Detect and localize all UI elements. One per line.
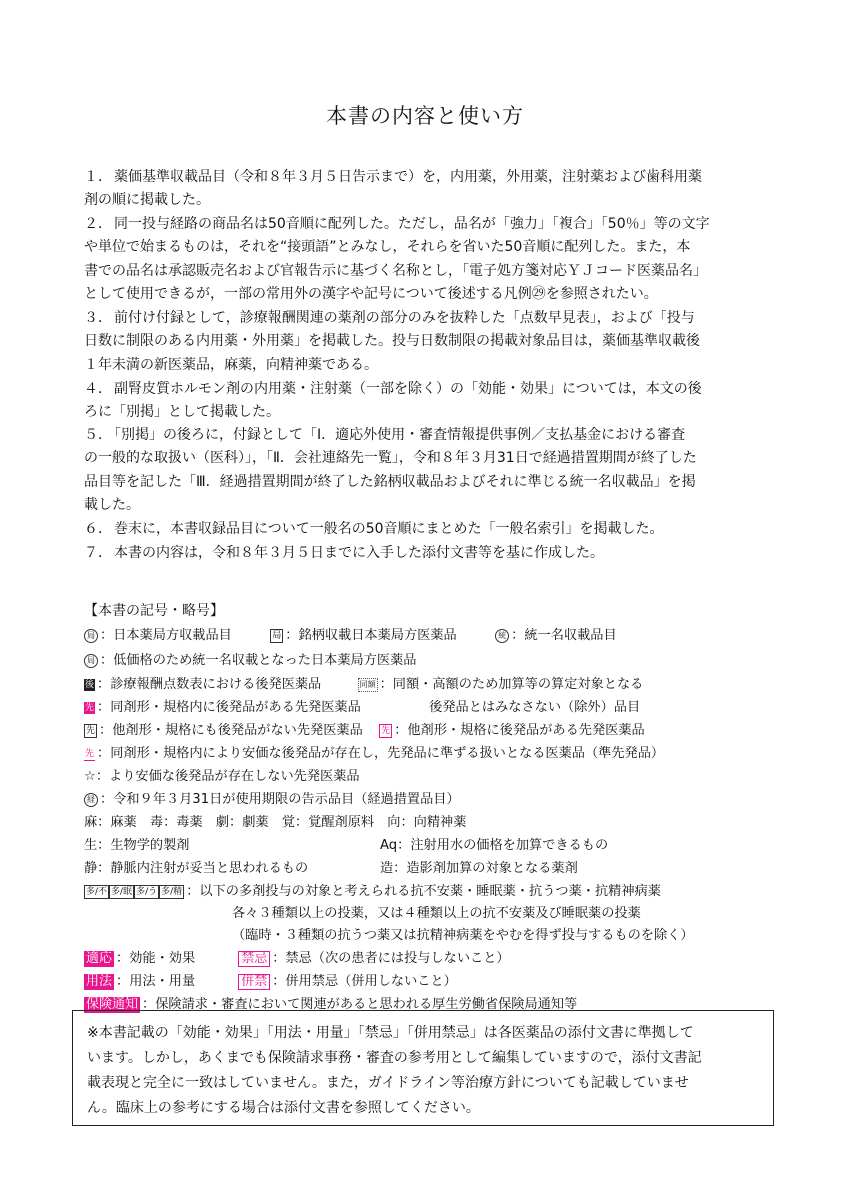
legend-text: 生：生物学的製剤 xyxy=(84,838,190,853)
paragraph-number: ２． xyxy=(84,216,112,232)
paragraph-line: 前付け付録として，診療報酬関連の薬剤の部分のみを抜粋した「点数早見表」，および「投与 xyxy=(114,310,695,326)
paragraph-number: ３． xyxy=(84,310,112,326)
disclaimer-box xyxy=(72,1010,774,1126)
legend-row xyxy=(84,698,640,718)
brand-jp-icon: 局 xyxy=(272,631,282,641)
paragraph-1 xyxy=(84,166,774,213)
multi-antidepressant-icon: 多/う xyxy=(136,887,158,897)
legend-text: 静：静脈内注射が妥当と思われるもの xyxy=(84,861,309,876)
disclaimer-line: います。しかし，あくまでも保険請求事務・審査の参考用として編集していますので，添付文書記 xyxy=(87,1050,702,1066)
legend-row xyxy=(232,904,641,924)
disclaimer-line: ん。臨床上の参考にする場合は添付文書を参照してください。 xyxy=(87,1100,480,1116)
paragraph-number: １． xyxy=(84,169,112,185)
multi-antipsychotic-icon: 多/精 xyxy=(161,887,183,897)
paragraph-line: 本書の内容は，令和８年３月５日までに入手した添付文書等を基に作成した。 xyxy=(114,545,604,561)
paragraph-number: ５． xyxy=(84,427,112,443)
paragraph-line: 書での品名は承認販売名および官報告示に基づく名称とし，「電子処方箋対応ＹＪコード医薬品名」 xyxy=(84,262,707,279)
unified-name-icon: 統 xyxy=(495,629,509,643)
legend-text: ：診療報酬点数表における後発医薬品 xyxy=(97,677,322,692)
paragraph-line: として使用できるが，一部の常用外の漢字や記号について後述する凡例㉙を参照されたい。 xyxy=(84,285,658,302)
legend-text: ：同剤形・規格内に後発品がある先発医薬品 xyxy=(97,700,361,715)
disclaimer-line: ※本書記載の「効能・効果」「用法・用量」「禁忌」「併用禁忌」は各医薬品の添付文書に準拠して xyxy=(87,1025,694,1041)
paragraph-line: 巻末に，本書収録品目について一般名の50音順にまとめた「一般名索引」を掲載した。 xyxy=(114,521,664,537)
legend-text: ：禁忌（次の患者には投与しないこと） xyxy=(272,951,510,966)
legend-row xyxy=(84,767,360,787)
insurance-notice-tag: 保険通知 xyxy=(86,997,139,1012)
indication-tag: 適応 xyxy=(86,951,113,966)
legend-text: ：保険請求・審査において関連があると思われる厚生労働省保険局通知等 xyxy=(142,997,578,1012)
brand-other-form-generic-icon: 先 xyxy=(381,726,391,736)
legend-row xyxy=(84,675,643,695)
legend-text: （臨時・３種類の抗うつ薬又は抗精神病薬をやむを得ず投与するものを除く） xyxy=(232,928,694,943)
jp-listed-icon: 局 xyxy=(84,629,98,643)
multi-hypnotic-icon: 多/眠 xyxy=(111,887,133,897)
legend-row xyxy=(84,744,664,764)
legend-text: 造：造影剤加算の対象となる薬剤 xyxy=(380,861,578,876)
paragraph-number: ６． xyxy=(84,521,112,537)
paragraph-line: の一般的な取扱い（医科）」，「Ⅱ．会社連絡先一覧」，令和８年３月31日で経過措置期間が終了した xyxy=(84,450,697,467)
legend-row xyxy=(84,651,417,671)
paragraph-line: 薬価基準収載品目（令和８年３月５日告示まで）を，内用薬，外用薬，注射薬および歯科用薬 xyxy=(114,169,702,185)
legend-text: ：他剤形・規格にも後発品がない先発医薬品 xyxy=(99,723,363,738)
low-price-jp-icon: 局 xyxy=(84,654,98,668)
legend-text: ：日本薬局方収載品目 xyxy=(100,628,232,643)
legend-text: ☆：より安価な後発品が存在しない先発医薬品 xyxy=(84,769,360,784)
legend-row xyxy=(84,972,457,992)
legend-row xyxy=(84,859,578,879)
paragraph-6 xyxy=(84,518,774,541)
legend-row xyxy=(84,721,645,741)
page-title: 本書の内容と使い方 xyxy=(326,104,524,128)
legend-text: ：用法・用量 xyxy=(116,974,196,989)
brand-no-generic-icon: 先 xyxy=(86,726,96,736)
dosage-tag: 用法 xyxy=(86,974,113,989)
legend-row xyxy=(84,836,608,856)
paragraph-line: 載した。 xyxy=(84,496,140,513)
paragraph-line: ろに「別掲」として掲載した。 xyxy=(84,404,280,421)
legend-text: Aq：注射用水の価格を加算できるもの xyxy=(380,838,609,853)
legend-text: 麻：麻薬 毒：毒薬 劇：劇薬 覚：覚醒剤原料 向：向精神薬 xyxy=(84,815,467,830)
legend-text: 後発品とはみなさない（除外）品目 xyxy=(429,700,641,715)
paragraph-5 xyxy=(84,424,774,517)
generic-drug-icon: 後 xyxy=(85,680,95,690)
legend-text: ：他剤形・規格に後発品がある先発医薬品 xyxy=(394,723,645,738)
paragraph-number: ７． xyxy=(84,545,112,561)
legend-text: ：令和９年３月31日が使用期限の告示品目（経過措置品目） xyxy=(100,792,460,807)
paragraph-line: 副腎皮質ホルモン剤の内用薬・注射薬（一部を除く）の「効能・効果」については，本文の後 xyxy=(114,381,702,397)
legend-row xyxy=(84,626,617,646)
legend-row xyxy=(84,949,510,969)
legend-row xyxy=(84,813,466,833)
transitional-icon: 経 xyxy=(84,793,98,807)
legend-row xyxy=(232,926,694,946)
same-price-icon: 同額 xyxy=(358,678,378,692)
paragraph-number: ４． xyxy=(84,381,112,397)
paragraph-2 xyxy=(84,213,774,306)
co-contraindication-tag: 併禁 xyxy=(238,974,270,990)
paragraph-line: 剤の順に掲載した。 xyxy=(84,192,210,209)
paragraph-line: や単位で始まるものは，それを“接頭語”とみなし，それらを省いた50音順に配列した。また，本 xyxy=(84,239,691,256)
paragraph-4 xyxy=(84,378,774,425)
contraindication-tag: 禁忌 xyxy=(238,951,270,967)
legend-text: ：同剤形・規格内により安価な後発品が存在し，先発品に準ずる扱いとなる医薬品（準先発品） xyxy=(97,746,665,761)
legend-text: ：併用禁忌（併用しないこと） xyxy=(272,974,457,989)
brand-with-generic-icon: 先 xyxy=(85,703,95,713)
quasi-brand-icon: 先 xyxy=(85,749,95,759)
paragraph-line: 「別掲」の後ろに，付録として「Ⅰ．適応外使用・審査情報提供事例／支払基金における審査 xyxy=(114,427,686,443)
legend-text: 各々３種類以上の投薬，又は４種類以上の抗不安薬及び睡眠薬の投薬 xyxy=(232,906,641,921)
legend-row xyxy=(84,882,661,902)
disclaimer-line: 載表現と完全に一致はしていません。また，ガイドライン等治療方針についても記載していませ xyxy=(87,1075,689,1091)
legend-text: ：低価格のため統一名収載となった日本薬局方医薬品 xyxy=(100,653,417,668)
legend-heading: 【本書の記号・略号】 xyxy=(84,603,224,619)
legend-text: ：銘柄収載日本薬局方医薬品 xyxy=(285,628,457,643)
multi-anxiolytic-icon: 多/不 xyxy=(86,887,108,897)
legend-text: ：効能・効果 xyxy=(116,951,196,966)
paragraph-3 xyxy=(84,307,774,377)
paragraph-line: 日数に制限のある内用薬・外用薬」を掲載した。投与日数制限の掲載対象品目は，薬価基準収載後 xyxy=(84,333,700,350)
paragraph-line: 同一投与経路の商品名は50音順に配列した。ただし，品名が「強力」「複合」「50％」等の文字 xyxy=(114,216,710,232)
legend-text: ：同額・高額のため加算等の算定対象となる xyxy=(379,677,644,692)
paragraph-line: 品目等を記した「Ⅲ．経過措置期間が終了した銘柄収載品およびそれに準じる統一名収載品」を掲 xyxy=(84,473,696,490)
legend-text: ：以下の多剤投与の対象と考えられる抗不安薬・睡眠薬・抗うつ薬・抗精神病薬 xyxy=(186,884,661,899)
legend-row xyxy=(84,790,460,810)
paragraph-7 xyxy=(84,542,774,565)
legend-text: ：統一名収載品目 xyxy=(511,628,617,643)
paragraph-line: １年未満の新医薬品，麻薬，向精神薬である。 xyxy=(84,356,378,373)
